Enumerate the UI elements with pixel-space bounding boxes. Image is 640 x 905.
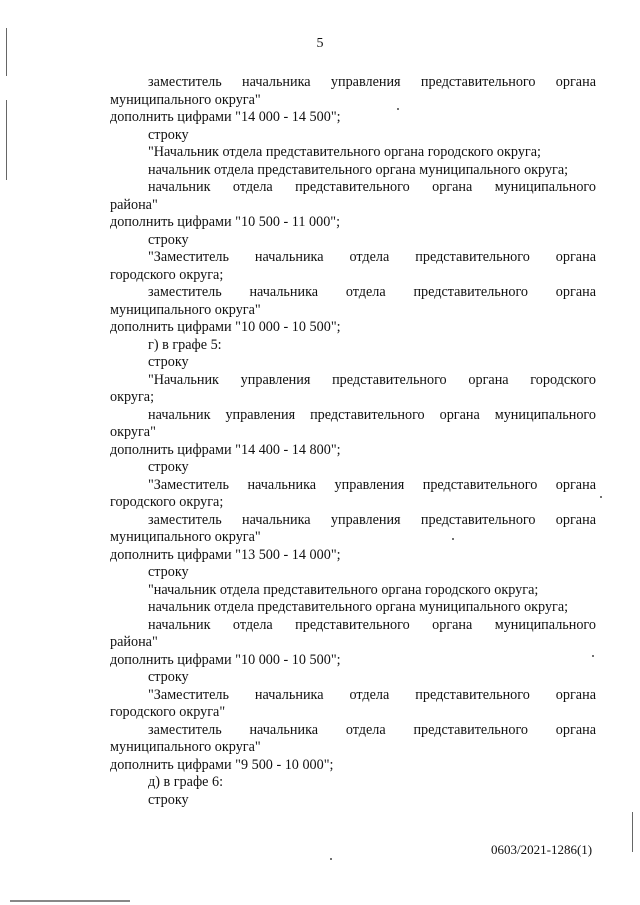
text-line: округа"	[110, 424, 156, 440]
text-line: дополнить цифрами "10 500 - 11 000";	[110, 214, 341, 230]
text-line: строку	[148, 564, 189, 580]
text-line: городского округа;	[110, 266, 224, 283]
text-line: строку	[148, 126, 189, 143]
scan-speck	[330, 858, 332, 860]
text-line: г) в графе 5:	[148, 336, 222, 353]
scan-edge-mark	[632, 812, 633, 852]
text-line: д) в графе 6:	[148, 774, 224, 790]
text-line: начальник отдела представительного органа муниципального округа;	[148, 599, 569, 615]
document-body	[110, 74, 596, 809]
page-number: 5	[316, 36, 324, 51]
text-line: городского округа;	[110, 494, 224, 510]
scan-speck	[592, 655, 594, 657]
text-line: заместитель начальника отдела представительного органа	[148, 721, 596, 738]
text-line: дополнить цифрами "13 500 - 14 000";	[110, 546, 341, 563]
text-line: начальник отдела представительного органа муниципального округа;	[148, 161, 569, 178]
text-line: района"	[110, 634, 158, 650]
scan-edge-mark	[6, 28, 7, 76]
scan-speck	[600, 496, 602, 498]
text-line: дополнить цифрами "10 000 - 10 500";	[110, 319, 341, 335]
text-line: строку	[148, 354, 189, 370]
text-line: дополнить цифрами "10 000 - 10 500";	[110, 651, 341, 668]
text-line: муниципального округа"	[110, 529, 261, 545]
scan-edge-mark	[6, 100, 7, 180]
text-line: строку	[148, 669, 189, 685]
document-reference-code: 0603/2021-1286(1)	[491, 842, 593, 857]
text-line: заместитель начальника управления представительного органа	[148, 74, 596, 90]
scan-speck	[452, 538, 454, 540]
scan-speck	[397, 108, 399, 110]
text-line: начальник отдела представительного органа муниципального	[148, 179, 596, 195]
text-line: округа;	[110, 389, 155, 405]
scan-bottom-mark	[10, 900, 130, 902]
text-line: "начальник отдела представительного органа городского округа;	[148, 581, 539, 598]
text-line: строку	[148, 791, 189, 808]
text-line: муниципального округа"	[110, 301, 261, 318]
text-line: начальник отдела представительного органа муниципального	[148, 616, 596, 633]
text-line: начальник управления представительного органа муниципального	[148, 406, 596, 423]
text-line: муниципального округа"	[110, 739, 261, 755]
text-line: муниципального округа"	[110, 91, 261, 108]
text-line: "Заместитель начальника отдела представительного органа	[148, 249, 596, 265]
text-line: строку	[148, 459, 189, 475]
text-line: "Заместитель начальника управления представительного органа	[148, 476, 596, 493]
text-line: "Начальник отдела представительного органа городского округа;	[148, 144, 541, 160]
text-line: "Заместитель начальника отдела представительного органа	[148, 686, 596, 703]
text-line: заместитель начальника управления представительного органа	[148, 511, 596, 528]
text-line: района"	[110, 196, 158, 213]
text-line: дополнить цифрами "14 000 - 14 500";	[110, 109, 341, 125]
text-line: "Начальник управления представительного органа городского	[148, 371, 596, 388]
text-line: дополнить цифрами "14 400 - 14 800";	[110, 441, 341, 458]
text-line: строку	[148, 231, 189, 248]
text-line: городского округа"	[110, 704, 226, 720]
text-line: дополнить цифрами "9 500 - 10 000";	[110, 756, 334, 773]
text-line: заместитель начальника отдела представительного органа	[148, 284, 596, 300]
